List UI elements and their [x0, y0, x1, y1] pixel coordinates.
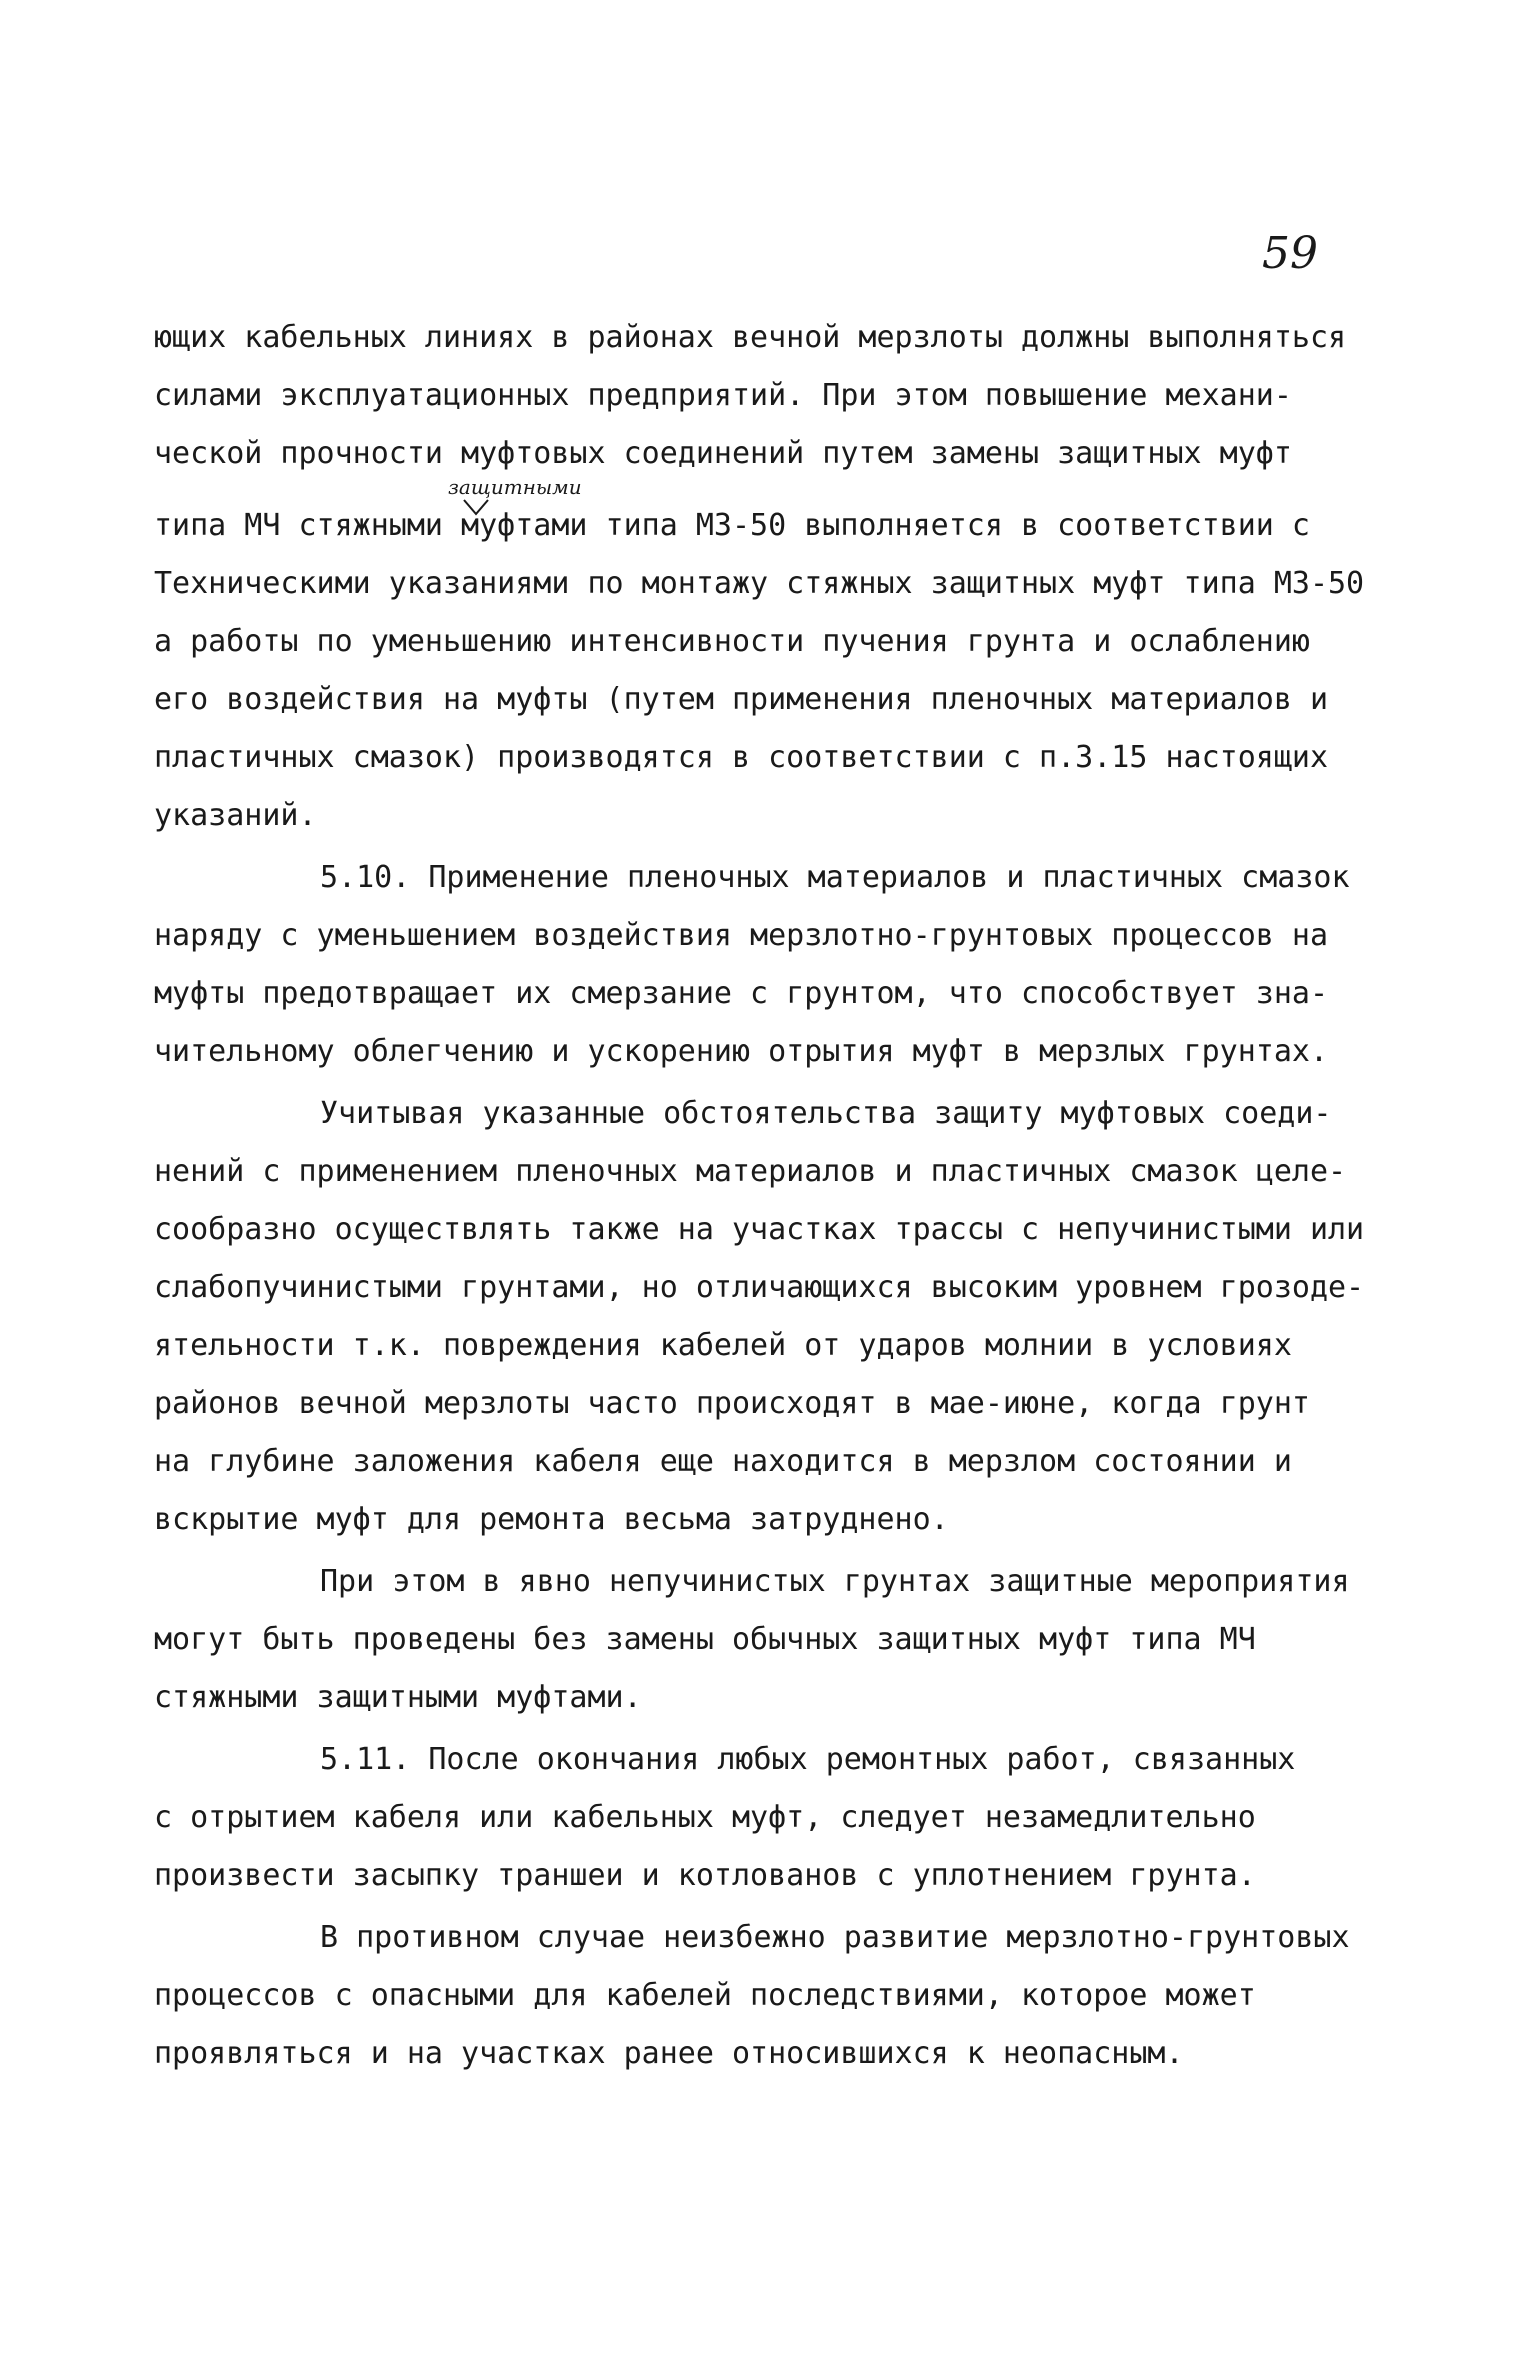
text-line: слабопучинистыми грунтами, но отличающихся высоким уровнем грозоде-: [154, 1270, 1365, 1305]
text-line: силами эксплуатационных предприятий. При этом повышение механи-: [154, 378, 1292, 413]
text-line: произвести засыпку траншеи и котлованов с уплотнением грунта.: [154, 1858, 1256, 1893]
paragraph-start-line: 5.10. Применение пленочных материалов и пластичных смазок: [320, 860, 1350, 895]
text-line: с отрытием кабеля или кабельных муфт, следует незамедлительно: [154, 1800, 1256, 1835]
text-line: проявляться и на участках ранее относившихся к неопасным.: [154, 2036, 1184, 2071]
text-line: стяжными защитными муфтами.: [154, 1680, 642, 1715]
text-line: Техническими указаниями по монтажу стяжных защитных муфт типа МЗ-50: [154, 566, 1365, 601]
paragraph-start-line: Учитывая указанные обстоятельства защиту муфтовых соеди-: [320, 1096, 1332, 1131]
text-line: районов вечной мерзлоты часто происходят в мае-июне, когда грунт: [154, 1386, 1310, 1421]
paragraph-start-line: В противном случае неизбежно развитие мерзлотно-грунтовых: [320, 1920, 1350, 1955]
text-line: нений с применением пленочных материалов и пластичных смазок целе-: [154, 1154, 1347, 1189]
text-line: указаний.: [154, 798, 317, 833]
handwritten-insertion: защитными: [448, 475, 582, 499]
paragraph-start-line: При этом в явно непучинистых грунтах защитные мероприятия: [320, 1564, 1350, 1599]
text-line: муфты предотвращает их смерзание с грунтом, что способствует зна-: [154, 976, 1328, 1011]
text-line: на глубине заложения кабеля еще находится в мерзлом состоянии и: [154, 1444, 1292, 1479]
page-number: 59: [1262, 228, 1318, 279]
paragraph-start-line: 5.11. После окончания любых ремонтных работ, связанных: [320, 1742, 1296, 1777]
text-line: пластичных смазок) производятся в соответствии с п.3.15 настоящих: [154, 740, 1328, 775]
text-line: типа МЧ стяжными муфтами типа МЗ-50 выполняется в соответствии с: [154, 508, 1310, 543]
text-line: ющих кабельных линиях в районах вечной мерзлоты должны выполняться: [154, 320, 1347, 355]
text-line: процессов с опасными для кабелей последствиями, которое может: [154, 1978, 1256, 2013]
text-line: сообразно осуществлять также на участках трассы с непучинистыми или: [154, 1212, 1365, 1247]
text-line: наряду с уменьшением воздействия мерзлотно-грунтовых процессов на: [154, 918, 1328, 953]
text-line: чительному облегчению и ускорению отрытия муфт в мерзлых грунтах.: [154, 1034, 1328, 1069]
text-line: его воздействия на муфты (путем применения пленочных материалов и: [154, 682, 1328, 717]
text-line: ятельности т.к. повреждения кабелей от ударов молнии в условиях: [154, 1328, 1292, 1363]
text-line: а работы по уменьшению интенсивности пучения грунта и ослаблению: [154, 624, 1310, 659]
text-line: могут быть проведены без замены обычных защитных муфт типа МЧ: [154, 1622, 1256, 1657]
text-line: ческой прочности муфтовых соединений путем замены защитных муфт: [154, 436, 1292, 471]
text-line: вскрытие муфт для ремонта весьма затруднено.: [154, 1502, 949, 1537]
